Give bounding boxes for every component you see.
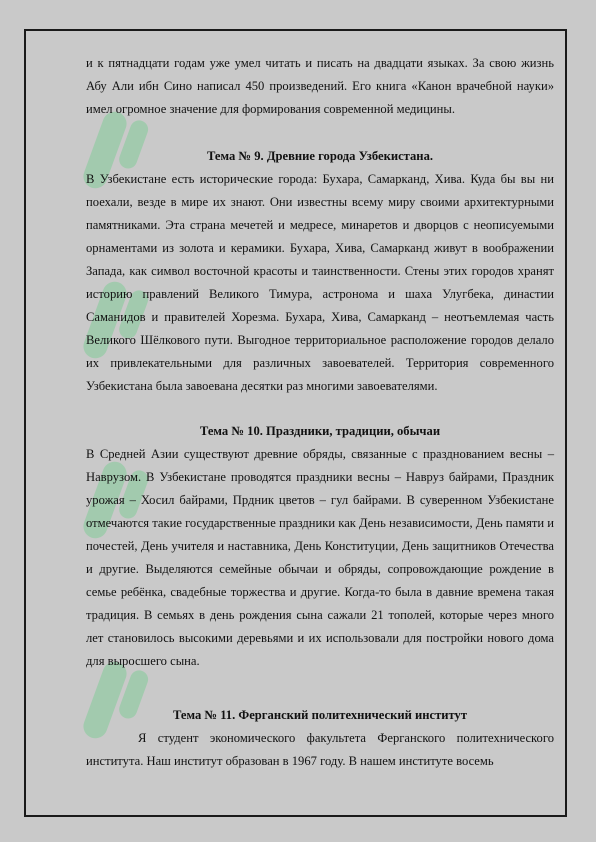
topic-10-title: Тема № 10. Праздники, традиции, обычаи (199, 424, 441, 438)
topic-9-title: Тема № 9. Древние города Узбекистана. (206, 149, 434, 163)
topic-10-paragraph: В Средней Азии существуют древние обряды, связанные с празднованием весны – Наврузом. В Узбекистане проводятся праздники весны – Навруз байрами, Праздник урожая – Хосил байрами, Прдник цветов – гул байрами. В суверенном Узбекистане отмечаются такие государственные праздники как День независимости, День памяти и почестей, День учителя и наставника, День Конституции, День защитников Отечества и другие. Выделяются семейные обычаи и обряды, сопровождающие рождение в семье ребёнка, свадебные торжества и другие. Когда-то была в давние времена такая традиция. В семьях в день рождения сына сажали 21 тополей, которые через много лет становилось высокими деревьями и их использовали для постройки нового дома для выросшего сына. (86, 447, 554, 668)
document-body (86, 52, 554, 773)
topic-11-title: Тема № 11. Ферганский политехнический институт (172, 708, 468, 722)
topic-9-paragraph: В Узбекистане есть исторические города: Бухара, Самарканд, Хива. Куда бы вы ни поехали, везде в мире их знают. Они известны всему миру своими архитектурными памятниками. Эта страна мечетей и медресе, минаретов и дворцов с неописуемыми орнаментами из золота и керамики. Бухара, Хива, Самарканд живут в воображении Запада, как символ восточной красоты и таинственности. Стены этих городов хранят историю правлений Великого Тимура, астронома и шаха Улугбека, династии Саманидов и правителей Хорезма. Бухара, Хива, Самарканд – неотъемлемая часть Великого Шёлкового пути. Выгодное территориальное расположение городов делало их привлекательными для различных завоевателей. Территория современного Узбекистана была завоевана десятки раз многими завоевателями. (86, 172, 554, 393)
intro-paragraph: и к пятнадцати годам уже умел читать и писать на двадцати языках. За свою жизнь Абу Али ибн Сино написал 450 произведений. Его книга «Канон врачебной науки» имел огромное значение для формирования современной медицины. (86, 56, 554, 116)
topic-11-paragraph: Я студент экономического факультета Ферганского политехнического института. Наш институт образован в 1967 году. В нашем институте восемь (86, 731, 554, 768)
